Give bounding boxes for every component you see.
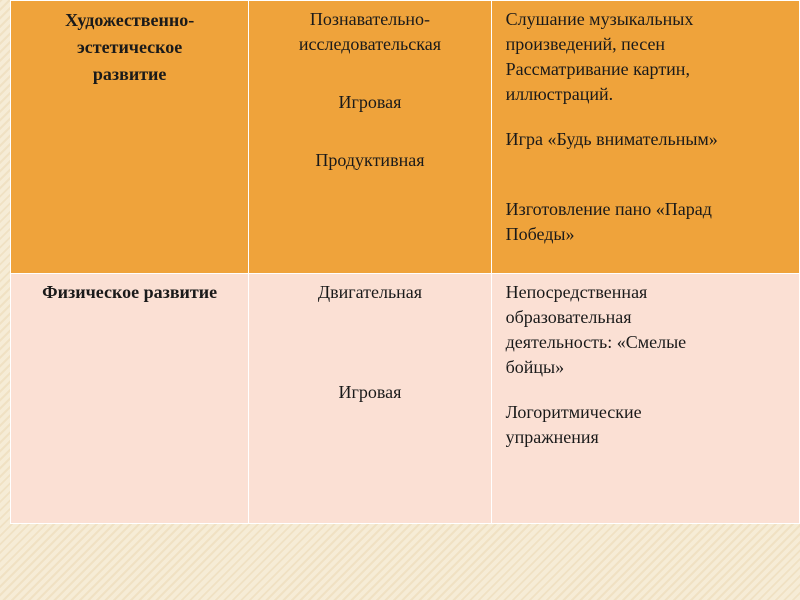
activity-types-cell bbox=[249, 1, 491, 274]
activity: Логоритмические упражнения bbox=[505, 402, 642, 447]
activity-type: Игровая bbox=[338, 92, 402, 112]
activity-types-cell bbox=[249, 274, 491, 524]
area-title: Художественно- эстетическое развитие bbox=[65, 10, 195, 84]
activities-cell bbox=[491, 1, 799, 274]
table-row-art bbox=[11, 1, 800, 274]
area-title: Физическое развитие bbox=[42, 282, 218, 302]
activity: Изготовление пано «Парад Победы» bbox=[505, 199, 712, 244]
activity-type: Познавательно- исследовательская bbox=[298, 9, 441, 54]
activities-table bbox=[10, 0, 800, 524]
area-cell bbox=[11, 1, 249, 274]
activity-type: Продуктивная bbox=[315, 150, 425, 170]
area-cell bbox=[11, 274, 249, 524]
activity-type: Игровая bbox=[338, 382, 402, 402]
activity-type: Двигательная bbox=[317, 282, 423, 302]
activity: Непосредственная образовательная деятельность: «Смелые бойцы» bbox=[505, 282, 687, 377]
table-row-physical bbox=[11, 274, 800, 524]
activity: Слушание музыкальных произведений, песен Рассматривание картин, иллюстраций. bbox=[505, 9, 694, 104]
activity: Игра «Будь внимательным» bbox=[505, 129, 718, 149]
activities-cell bbox=[491, 274, 799, 524]
